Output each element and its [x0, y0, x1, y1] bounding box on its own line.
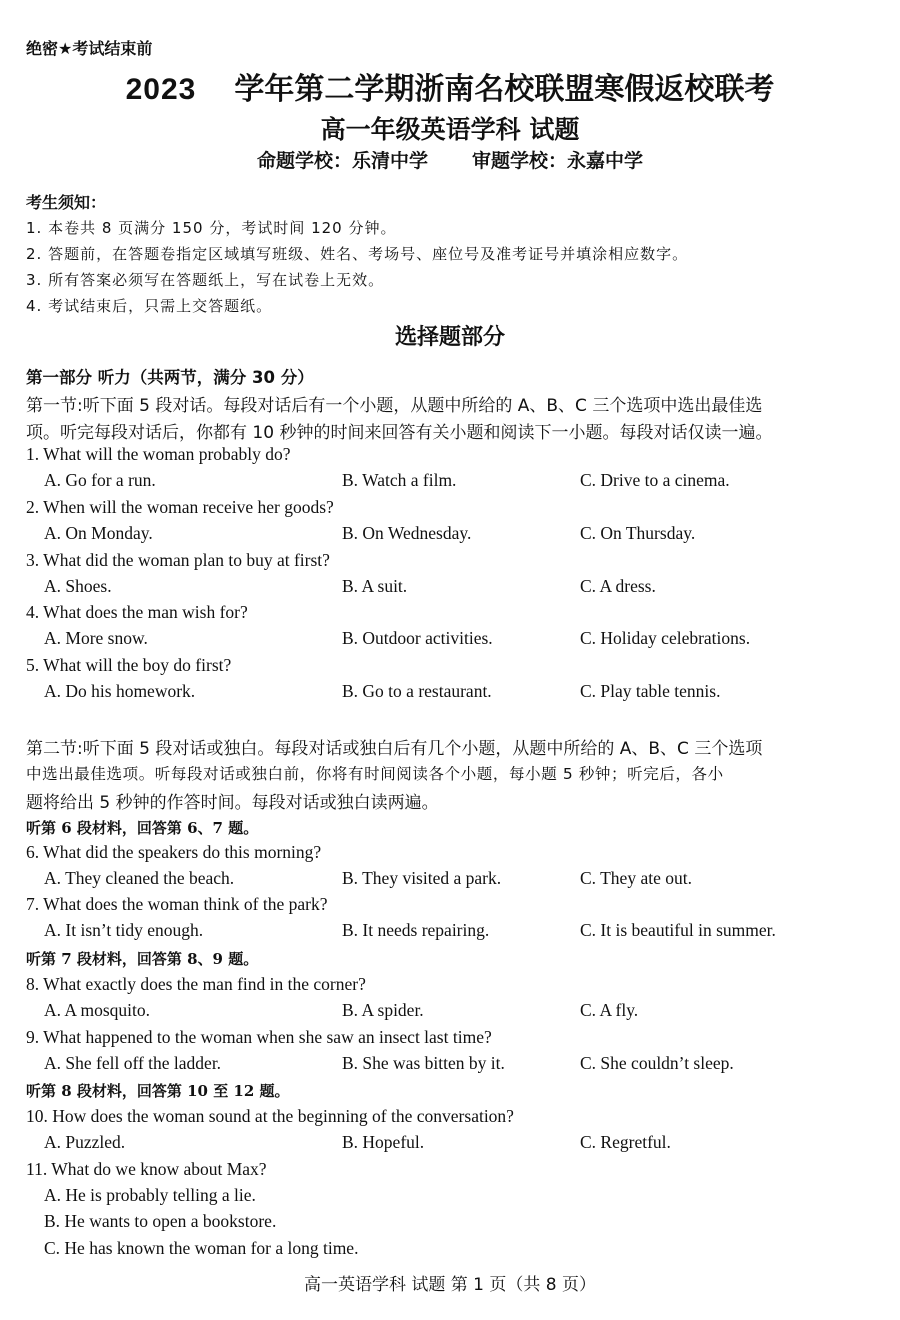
option-b: B. She was bitten by it. [342, 1053, 505, 1073]
question: 9. What happened to the woman when she saw an insect last time? [26, 1027, 492, 1047]
option-b: B. A spider. [342, 1000, 424, 1020]
option-c: C. Holiday celebrations. [580, 628, 751, 648]
question: 10. How does the woman sound at the beginning of the conversation? [26, 1106, 514, 1126]
option-c: C. They ate out. [580, 868, 692, 888]
option-c: C. She couldn’t sleep. [580, 1053, 734, 1073]
setter-school: 命题学校：乐清中学 [256, 150, 428, 172]
exam-title-text: 学年第二学期浙南名校联盟寒假返校联考 [234, 72, 775, 107]
exam-title [0, 64, 900, 108]
question: 1. What will the woman probably do? [26, 444, 291, 464]
option-c: C. He has known the woman for a long time. [44, 1238, 359, 1258]
listening-material-label: 听第 8 段材料，回答第 10 至 12 题。 [26, 1082, 290, 1100]
notice-heading: 考生须知： [26, 193, 107, 212]
option-a: A. He is probably telling a lie. [44, 1185, 256, 1205]
option-b: B. He wants to open a bookstore. [44, 1211, 277, 1231]
question: 7. What does the woman think of the park? [26, 894, 328, 914]
reviewer-school: 审题学校：永嘉中学 [472, 150, 644, 172]
option-a: A. A mosquito. [44, 1000, 150, 1020]
section2-instructions-line: 中选出最佳选项。听每段对话或独白前，你将有时间阅读各个小题，每小题 5 秒钟；听完后，各小 [26, 765, 724, 783]
option-a: A. On Monday. [44, 523, 153, 543]
option-c: C. A fly. [580, 1000, 639, 1020]
question: 5. What will the boy do first? [26, 655, 232, 675]
notice-item: 4. 考试结束后，只需上交答题纸。 [26, 297, 273, 315]
section1-instructions-line: 第一节:听下面 5 段对话。每段对话后有一个小题，从题中所给的 A、B、C 三个选项中选出最佳选 [26, 396, 763, 416]
option-c: C. Play table tennis. [580, 681, 721, 701]
option-b: B. A suit. [342, 576, 408, 596]
option-b: B. Watch a film. [342, 470, 457, 490]
notice-item: 1. 本卷共 8 页满分 150 分，考试时间 120 分钟。 [26, 219, 397, 237]
option-a: A. They cleaned the beach. [44, 868, 235, 888]
exam-subtitle: 高一年级英语学科 试题 [320, 115, 580, 144]
option-a: A. Puzzled. [44, 1132, 126, 1152]
question: 3. What did the woman plan to buy at first? [26, 550, 330, 570]
exam-year: 2023 [125, 73, 197, 106]
question: 2. When will the woman receive her goods? [26, 497, 334, 517]
section2-instructions-line: 第二节:听下面 5 段对话或独白。每段对话或独白后有几个小题，从题中所给的 A、B、C 三个选项 [26, 739, 763, 759]
question: 4. What does the man wish for? [26, 602, 248, 622]
option-b: B. Hopeful. [342, 1132, 425, 1152]
section2-instructions-line: 题将给出 5 秒钟的作答时间。每段对话或独白读两遍。 [26, 793, 439, 813]
option-c: C. Drive to a cinema. [580, 470, 730, 490]
listening-material-label: 听第 6 段材料，回答第 6、7 题。 [26, 819, 259, 837]
option-c: C. A dress. [580, 576, 656, 596]
secret-label: 绝密★考试结束前 [26, 39, 153, 58]
school-line [0, 146, 900, 173]
listening-material-label: 听第 7 段材料，回答第 8、9 题。 [26, 950, 259, 968]
option-b: B. Outdoor activities. [342, 628, 493, 648]
notice-item: 3. 所有答案必须写在答题纸上，写在试卷上无效。 [26, 271, 385, 289]
option-b: B. It needs repairing. [342, 920, 490, 940]
section-title: 选择题部分 [394, 325, 505, 350]
option-b: B. On Wednesday. [342, 523, 472, 543]
question: 6. What did the speakers do this morning? [26, 842, 322, 862]
section1-instructions-line: 项。听完每段对话后，你都有 10 秒钟的时间来回答有关小题和阅读下一小题。每段对话仅读一遍。 [26, 423, 773, 443]
question: 8. What exactly does the man find in the corner? [26, 974, 366, 994]
question: 11. What do we know about Max? [26, 1159, 267, 1179]
option-a: A. Shoes. [44, 576, 112, 596]
option-b: B. Go to a restaurant. [342, 681, 492, 701]
option-a: A. She fell off the ladder. [44, 1053, 222, 1073]
option-b: B. They visited a park. [342, 868, 502, 888]
option-a: A. It isn’t tidy enough. [44, 920, 204, 940]
option-c: C. It is beautiful in summer. [580, 920, 776, 940]
option-a: A. Do his homework. [44, 681, 196, 701]
option-c: C. Regretful. [580, 1132, 671, 1152]
option-c: C. On Thursday. [580, 523, 696, 543]
notice-item: 2. 答题前，在答题卷指定区域填写班级、姓名、考场号、座位号及准考证号并填涂相应数字。 [26, 245, 689, 263]
page-footer: 高一英语学科 试题 第 1 页（共 8 页） [303, 1275, 597, 1295]
option-a: A. More snow. [44, 628, 148, 648]
option-a: A. Go for a run. [44, 470, 156, 490]
part1-heading: 第一部分 听力（共两节，满分 30 分） [26, 368, 314, 387]
